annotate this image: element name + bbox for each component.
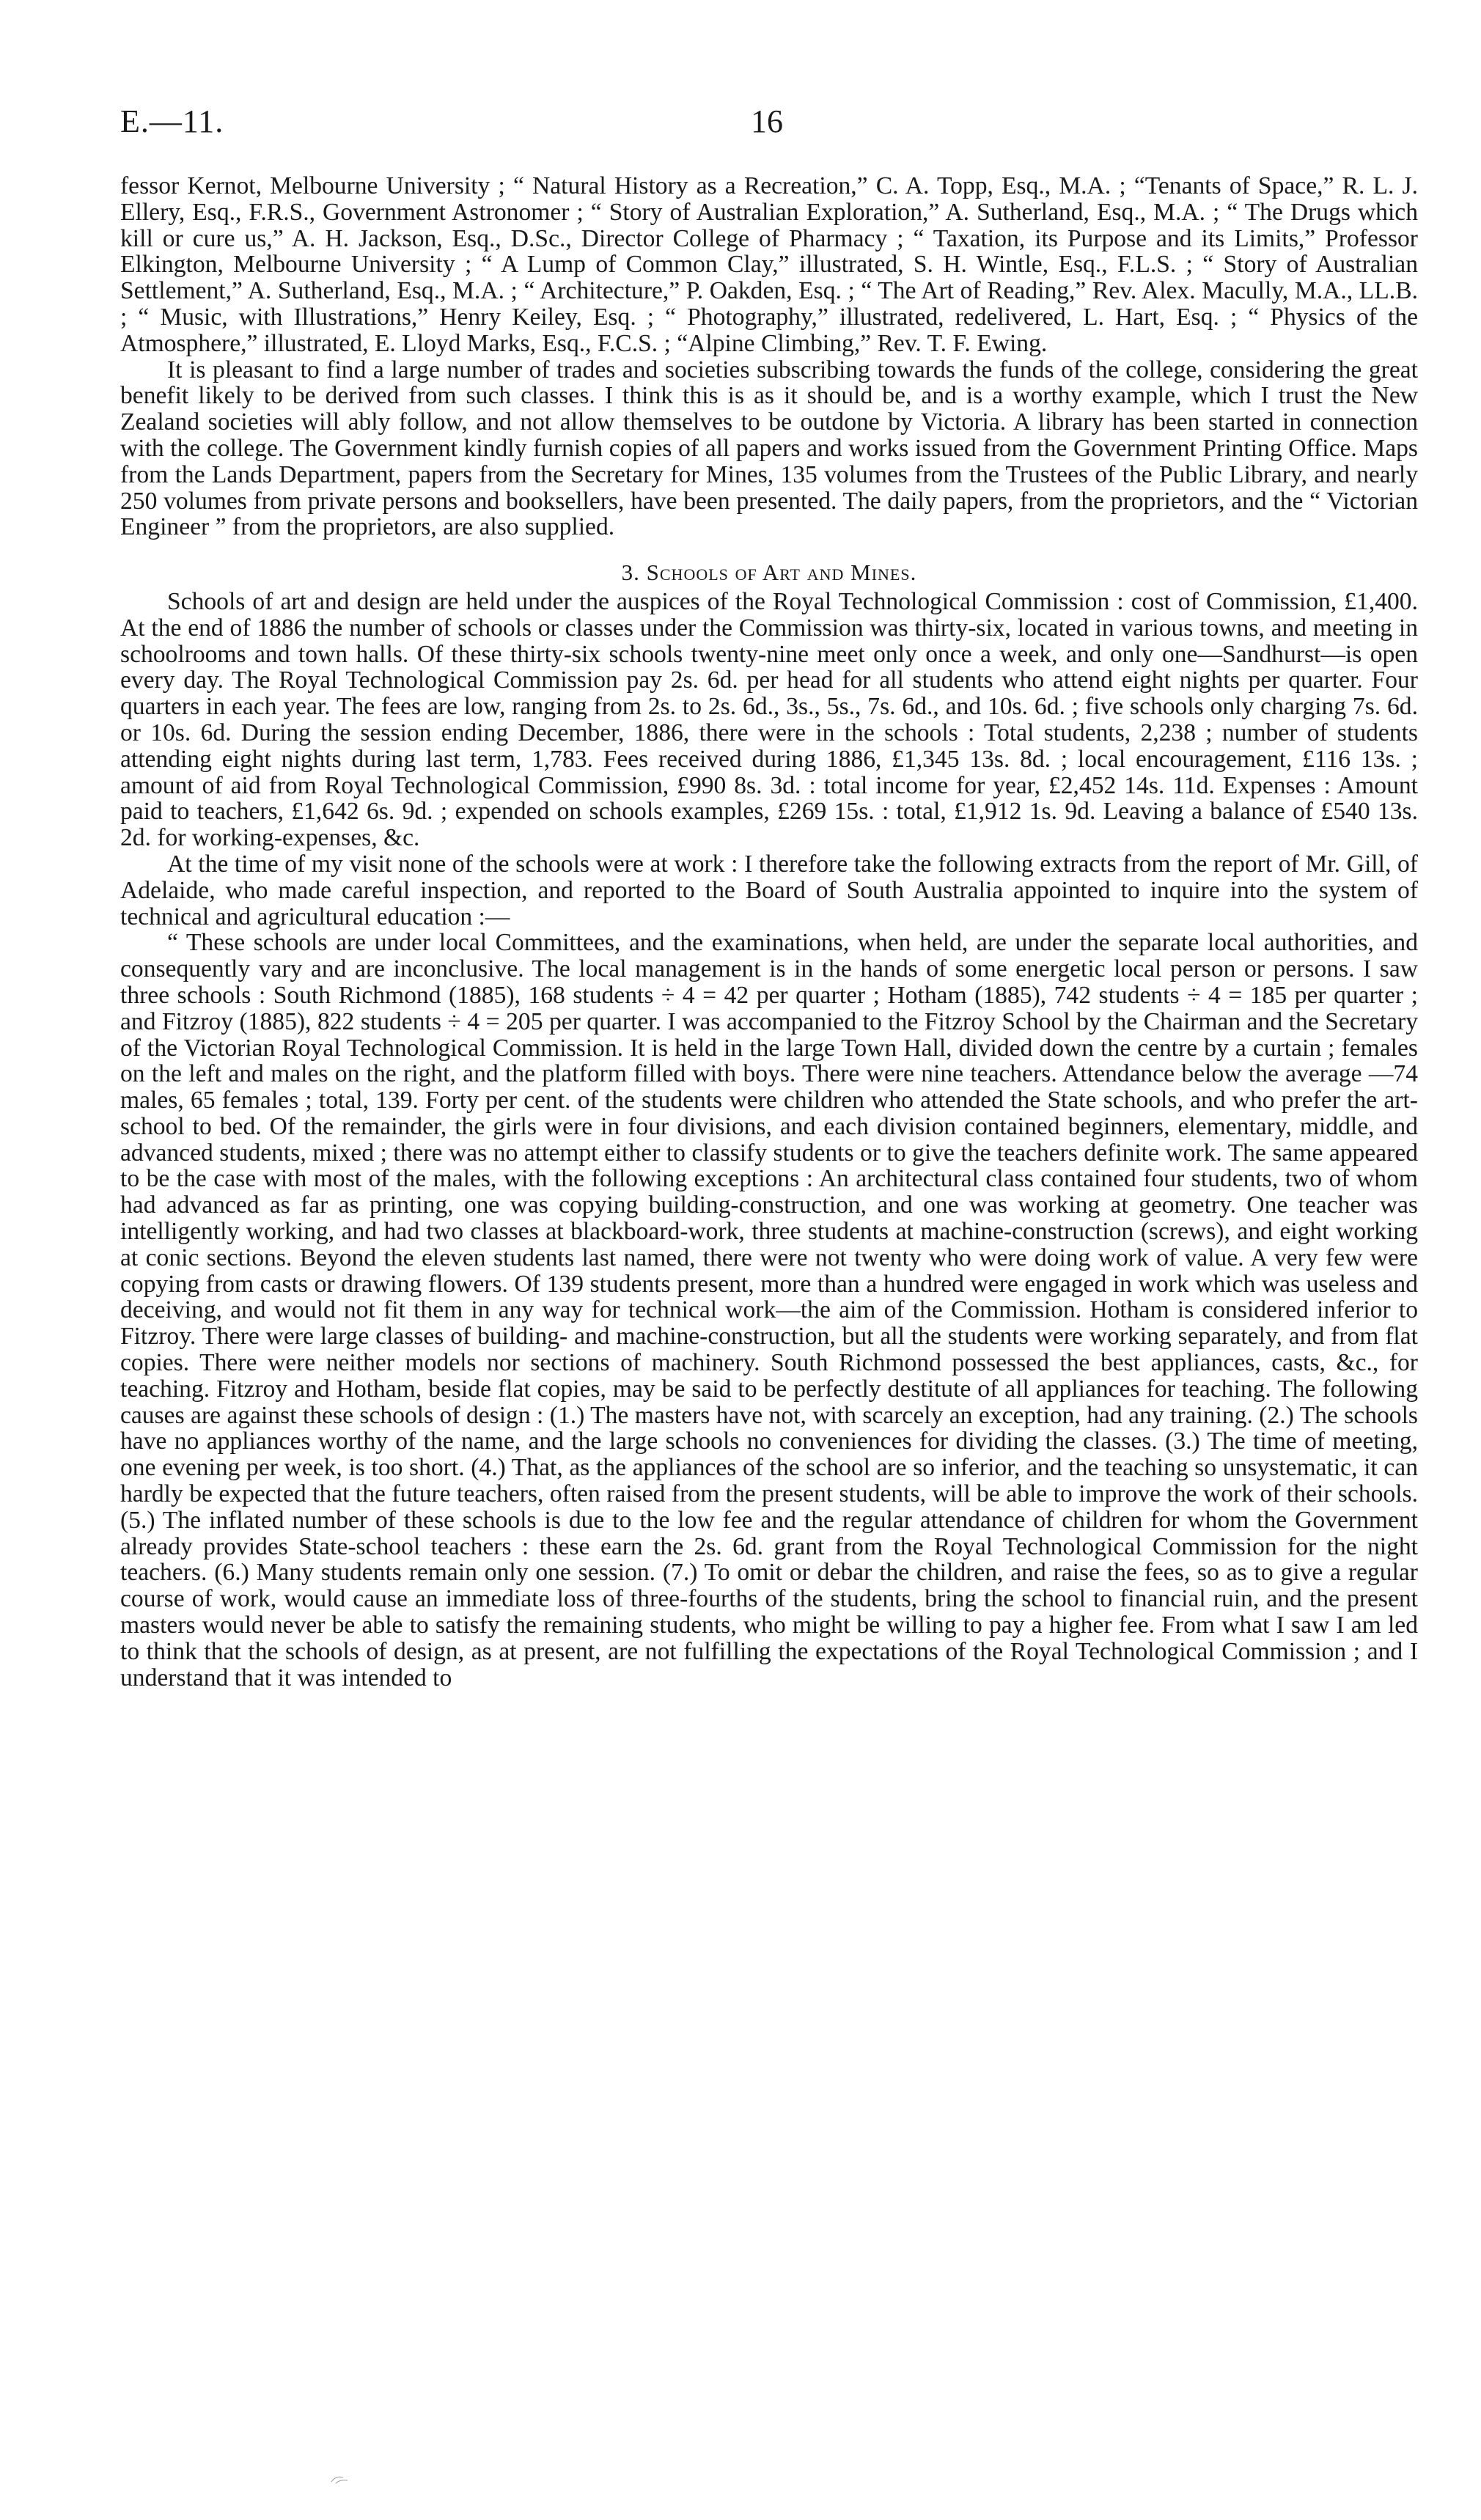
ink-smudge-mark (330, 2475, 349, 2485)
document-reference: E.—11. (120, 103, 224, 139)
section-heading: 3. Schools of Art and Mines. (621, 559, 917, 586)
page-header (120, 103, 1418, 173)
paragraph-report-intro: At the time of my visit none of the schools were at work : I therefore take the following extracts from the report of Mr. Gill, of Adelaide, who made careful inspection, and reported to the Board of South Australia appointed to inquire into the system of technical and agricultural education :— (120, 850, 1418, 930)
paragraph-gill-report: “ These schools are under local Committees, and the examinations, when held, are under the separate local authorities, and consequently vary and are inconclusive. The local management is in the hands of some energetic local person or persons. I saw three schools : South Richmond (1885), 168 students ÷ 4 = 42 per quarter ; Hotham (1885), 742 students ÷ 4 = 185 per quarter ; and Fitzroy (1885), 822 students ÷ 4 = 205 per quarter. I was accompanied to the Fitzroy School by the Chairman and the Secretary of the Victorian Royal Technological Commission. It is held in the large Town Hall, divided down the centre by a curtain ; females on the left and males on the right, and the platform filled with boys. There were nine teachers. Attendance below the average —74 males, 65 females ; total, 139. Forty per cent. of the students were children who attended the State schools, and who prefer the art-school to bed. Of the remainder, the girls were in four divisions, and each division contained beginners, elementary, middle, and advanced students, mixed ; there was no attempt either to classify students or to give the teachers definite work. The same appeared to be the case with most of the males, with the following exceptions : An architectural class contained four students, two of whom had advanced as far as printing, one was copying building-construction, and one was working at geometry. One teacher was intelligently working, and had two classes at blackboard-work, three students at machine-construction (screws), and eight working at conic sections. Beyond the eleven students last named, there were not twenty who were doing work of value. A very few were copying from casts or drawing flowers. Of 139 students present, more than a hundred were engaged in work which was useless and deceiving, and would not fit them in any way for technical work—the aim of the Commission. Hotham is considered inferior to Fitzroy. There were large classes of building- and machine-construction, but all the students were working separately, and from flat copies. There were neither models nor sections of machinery. South Richmond possessed the best appliances, casts, &c., for teaching. Fitzroy and Hotham, beside flat copies, may be said to be perfectly destitute of all appliances for teaching. The following causes are against these schools of design : (1.) The masters have not, with scarcely an exception, had any training. (2.) The schools have no appliances worthy of the name, and the large schools no conveniences for dividing the classes. (3.) The time of meeting, one evening per week, is too short. (4.) That, as the appliances of the school are so inferior, and the teaching so unsystematic, it can hardly be expected that the future teachers, often raised from the present students, will be able to improve the work of their schools. (5.) The inflated number of these schools is due to the low fee and the regular attendance of children for whom the Government already provides State-school teachers : these earn the 2s. 6d. grant from the Royal Technological Commission for the night teachers. (6.) Many students remain only one session. (7.) To omit or debar the children, and raise the fees, so as to give a regular course of work, would cause an immediate loss of three-fourths of the students, bring the school to financial ruin, and the present masters would never be able to satisfy the remaining students, who might be willing to pay a higher fee. From what I saw I am led to think that the schools of design, as at present, are not fulfilling the expectations of the Royal Technological Commission ; and I understand that it was intended to (120, 929, 1418, 1691)
page-number: 16 (751, 103, 783, 139)
paragraph-trades-societies: It is pleasant to find a large number of trades and societies subscribing towards the funds of the college, considering the great benefit likely to be derived from such classes. I think this is as it should be, and is a worthy example, which I trust the New Zealand societies will ably follow, and not allow themselves to be outdone by Victoria. A library has been started in connection with the college. The Government kindly furnish copies of all papers and works issued from the Government Printing Office. Maps from the Lands Department, papers from the Secretary for Mines, 135 volumes from the Trustees of the Public Library, and nearly 250 volumes from private persons and booksellers, have been presented. The daily papers, from the proprietors, and the “ Victorian Engineer ” from the proprietors, are also supplied. (120, 356, 1418, 541)
paragraph-lecture-list: fessor Kernot, Melbourne University ; “ Natural History as a Recreation,” C. A. Topp, Esq., M.A. ; “Tenants of Space,” R. L. J. Ellery, Esq., F.R.S., Government Astronomer ; “ Story of Australian Exploration,” A. Sutherland, Esq., M.A. ; “ The Drugs which kill or cure us,” A. H. Jackson, Esq., D.Sc., Director College of Pharmacy ; “ Taxation, its Purpose and its Limits,” Professor Elkington, Melbourne University ; “ A Lump of Common Clay,” illustrated, S. H. Wintle, Esq., F.L.S. ; “ Story of Australian Settlement,” A. Sutherland, Esq., M.A. ; “ Architecture,” P. Oakden, Esq. ; “ The Art of Reading,” Rev. Alex. Macully, M.A., LL.B. ; “ Music, with Illustrations,” Henry Keiley, Esq. ; “ Photography,” illustrated, redelivered, L. Hart, Esq. ; “ Physics of the Atmosphere,” illustrated, E. Lloyd Marks, Esq., F.C.S. ; “Alpine Climbing,” Rev. T. F. Ewing. (120, 172, 1418, 357)
document-page (120, 103, 1418, 1691)
paragraph-schools-of-design: Schools of art and design are held under the auspices of the Royal Technological Commission : cost of Commission, £1,400. At the end of 1886 the number of schools or classes under the Commission was thirty-six, located in various towns, and meeting in schoolrooms and town halls. Of these thirty-six schools twenty-nine meet only once a week, and only one—Sandhurst—is open every day. The Royal Technological Commission pay 2s. 6d. per head for all students who attend eight nights per quarter. Four quarters in each year. The fees are low, ranging from 2s. to 2s. 6d., 3s., 5s., 7s. 6d., and 10s. 6d. ; five schools only charging 7s. 6d. or 10s. 6d. During the session ending December, 1886, there were in the schools : Total students, 2,238 ; number of students attending eight nights during last term, 1,783. Fees received during 1886, £1,345 13s. 8d. ; local encouragement, £116 13s. ; amount of aid from Royal Technological Commission, £990 8s. 3d. : total income for year, £2,452 14s. 11d. Expenses : Amount paid to teachers, £1,642 6s. 9d. ; expended on schools examples, £269 15s. : total, £1,912 1s. 9d. Leaving a balance of £540 13s. 2d. for working-expenses, &c. (120, 587, 1418, 852)
